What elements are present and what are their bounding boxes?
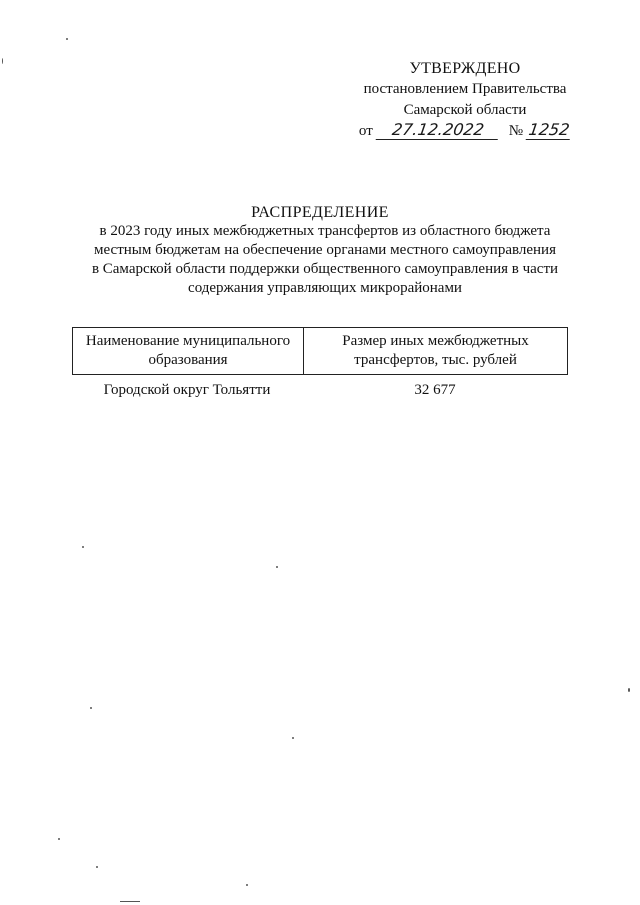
subtitle-line: в Самарской области поддержки общественного самоуправления в части [91, 261, 559, 277]
scan-speck [58, 838, 60, 840]
scan-speck [246, 884, 248, 886]
cell-municipality: Городской округ Тольятти [103, 382, 271, 398]
scan-speck [276, 566, 278, 568]
scan-speck [120, 901, 140, 902]
header-municipality: Наименование муниципального образования [73, 328, 304, 374]
document-subtitle [60, 222, 590, 298]
distribution-table [72, 327, 568, 400]
date-prefix: от [358, 123, 373, 139]
subtitle-line: местным бюджетам на обеспечение органами местного самоуправления [94, 242, 556, 258]
table-header-row [72, 327, 568, 375]
scan-speck [66, 38, 68, 40]
handwritten-number: 1252 [527, 120, 571, 139]
subtitle-line: содержания управляющих микрорайонами [188, 280, 462, 296]
scan-speck [2, 58, 3, 64]
subtitle-line: в 2023 году иных межбюджетных трансфертов из областного бюджета [99, 223, 551, 239]
scan-speck [292, 737, 294, 739]
scan-speck [82, 546, 84, 548]
approval-line-2: Самарской области [403, 102, 527, 118]
cell-transfer-amount: 32 677 [414, 382, 456, 398]
approved-heading: УТВЕРЖДЕНО [409, 60, 521, 77]
header-transfer-amount: Размер иных межбюджетных трансфертов, тыс. рублей [342, 333, 529, 368]
scan-speck [628, 688, 630, 692]
table-row [72, 381, 568, 400]
scan-speck [90, 707, 92, 709]
document-title: РАСПРЕДЕЛЕНИЕ [251, 204, 389, 221]
handwritten-date: 27.12.2022 [375, 121, 500, 140]
approval-block [350, 58, 580, 142]
number-prefix: № [508, 123, 524, 139]
scan-speck [96, 866, 98, 868]
approval-date-line [350, 121, 580, 142]
approval-line-1: постановлением Правительства [363, 81, 567, 97]
